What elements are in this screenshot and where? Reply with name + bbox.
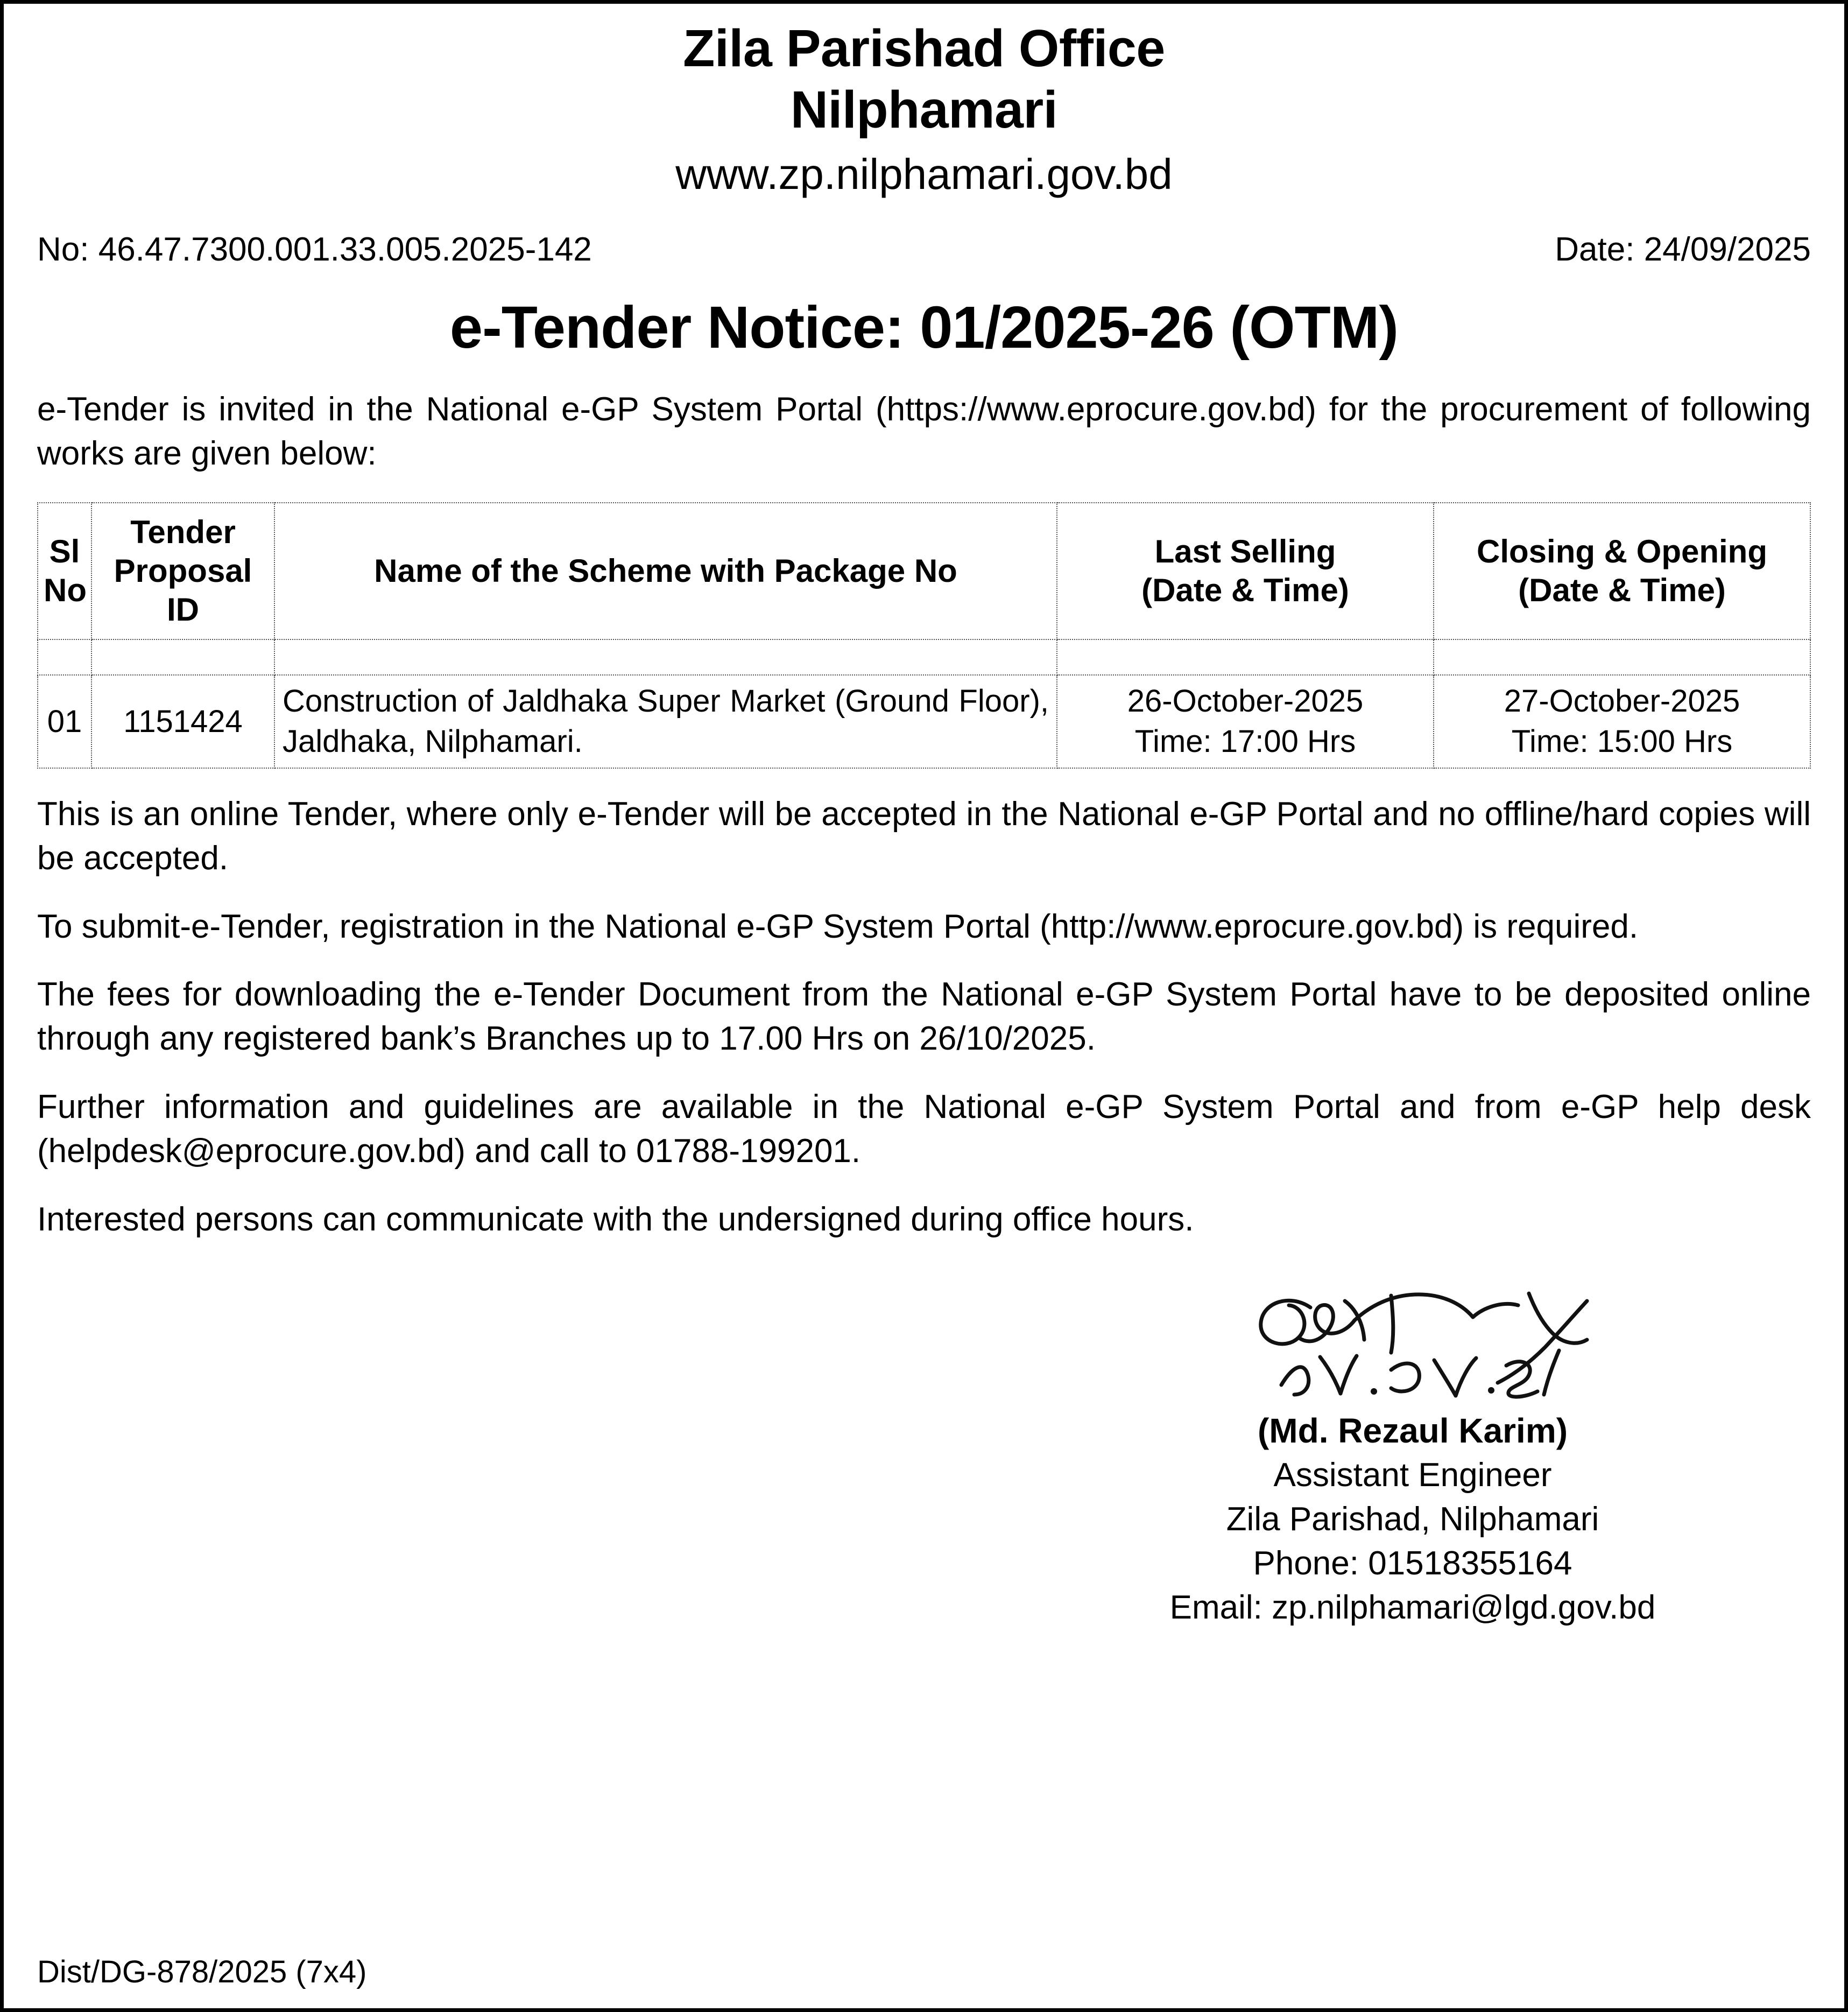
spacer-cell-2 xyxy=(91,639,274,675)
intro-paragraph: e-Tender is invited in the National e-GP System Portal (https://www.eprocure.gov.bd) for the procurement of following works are given below: xyxy=(37,390,1811,473)
office-name-line2: Nilphamari xyxy=(790,80,1058,139)
column-header-proposal-id-line1: Tender xyxy=(130,513,236,550)
paragraph-help-desk: Further information and guidelines are available in the National e-GP System Portal and from e-GP help desk (helpdesk@eprocure.gov.bd) and call to 01788-199201. xyxy=(37,1088,1811,1170)
paragraph-fees: The fees for downloading the e-Tender Document from the National e-GP System Portal have to be deposited online through any registered bank’s Branches up to 17.00 Hrs on 26/10/2025. xyxy=(37,975,1811,1058)
footer xyxy=(37,1954,1811,1990)
column-header-sl xyxy=(38,503,91,639)
column-header-sl-line2: No xyxy=(44,572,87,608)
cell-closing-date: 27-October-2025 xyxy=(1504,683,1740,719)
paragraph-registration: To submit-e-Tender, registration in the National e-GP System Portal (http://www.eprocure.gov.bd) is required. xyxy=(37,907,1639,945)
table-spacer-row xyxy=(38,639,1810,675)
column-header-proposal-id-line2: Proposal ID xyxy=(114,552,252,628)
paragraph-online-tender: This is an online Tender, where only e-Tender will be accepted in the National e-GP Portal and no offline/hard copies will be accepted. xyxy=(37,795,1811,877)
spacer-cell-3 xyxy=(274,639,1057,675)
column-header-last-selling xyxy=(1057,503,1434,639)
column-header-scheme-line1: Name of the Scheme with Package No xyxy=(374,552,957,589)
column-header-closing-opening xyxy=(1434,503,1810,639)
table-row xyxy=(38,675,1810,768)
signature-block xyxy=(1036,1279,1789,1630)
column-header-last-selling-line1: Last Selling xyxy=(1154,533,1336,569)
cell-sl: 01 xyxy=(38,675,91,768)
spacer-cell-4 xyxy=(1057,639,1434,675)
office-name-line1: Zila Parishad Office xyxy=(683,19,1165,78)
column-header-last-selling-line2: (Date & Time) xyxy=(1141,572,1349,608)
cell-last-selling-date: 26-October-2025 xyxy=(1127,683,1364,719)
column-header-closing-opening-line2: (Date & Time) xyxy=(1518,572,1726,608)
paragraph-office-hours: Interested persons can communicate with the undersigned during office hours. xyxy=(37,1200,1194,1238)
tender-table xyxy=(37,502,1811,769)
signatory-designation: Assistant Engineer xyxy=(1273,1457,1552,1494)
memo-date: Date: 24/09/2025 xyxy=(1555,230,1811,268)
cell-closing-opening xyxy=(1434,675,1810,768)
column-header-closing-opening-line1: Closing & Opening xyxy=(1477,533,1767,569)
signatory-office: Zila Parishad, Nilphamari xyxy=(1226,1501,1599,1538)
memo-row xyxy=(37,230,1811,269)
memo-number: No: 46.47.7300.001.33.005.2025-142 xyxy=(37,230,592,268)
signatory-phone: Phone: 01518355164 xyxy=(1253,1545,1572,1582)
signatory-email: Email: zp.nilphamari@lgd.gov.bd xyxy=(1169,1588,1656,1626)
column-header-scheme xyxy=(274,503,1057,639)
column-header-sl-line1: Sl xyxy=(49,533,80,569)
table-header-row xyxy=(38,503,1810,639)
cell-scheme: Construction of Jaldhaka Super Market (Ground Floor), Jaldhaka, Nilphamari. xyxy=(274,675,1057,768)
cell-proposal-id: 1151424 xyxy=(91,675,274,768)
column-header-proposal-id xyxy=(91,503,274,639)
table-header xyxy=(38,503,1810,639)
footer-reference: Dist/DG-878/2025 (7x4) xyxy=(37,1954,367,1989)
office-website: www.zp.nilphamari.gov.bd xyxy=(675,150,1173,198)
spacer-cell-5 xyxy=(1434,639,1810,675)
handwritten-signature-icon xyxy=(1036,1279,1789,1409)
spacer-cell-1 xyxy=(38,639,91,675)
cell-closing-time: Time: 15:00 Hrs xyxy=(1511,724,1733,759)
cell-last-selling xyxy=(1057,675,1434,768)
table-body xyxy=(38,639,1810,768)
signatory-name: (Md. Rezaul Karim) xyxy=(1257,1411,1568,1451)
page-title: e-Tender Notice: 01/2025-26 (OTM) xyxy=(449,294,1399,361)
cell-last-selling-time: Time: 17:00 Hrs xyxy=(1134,724,1356,759)
